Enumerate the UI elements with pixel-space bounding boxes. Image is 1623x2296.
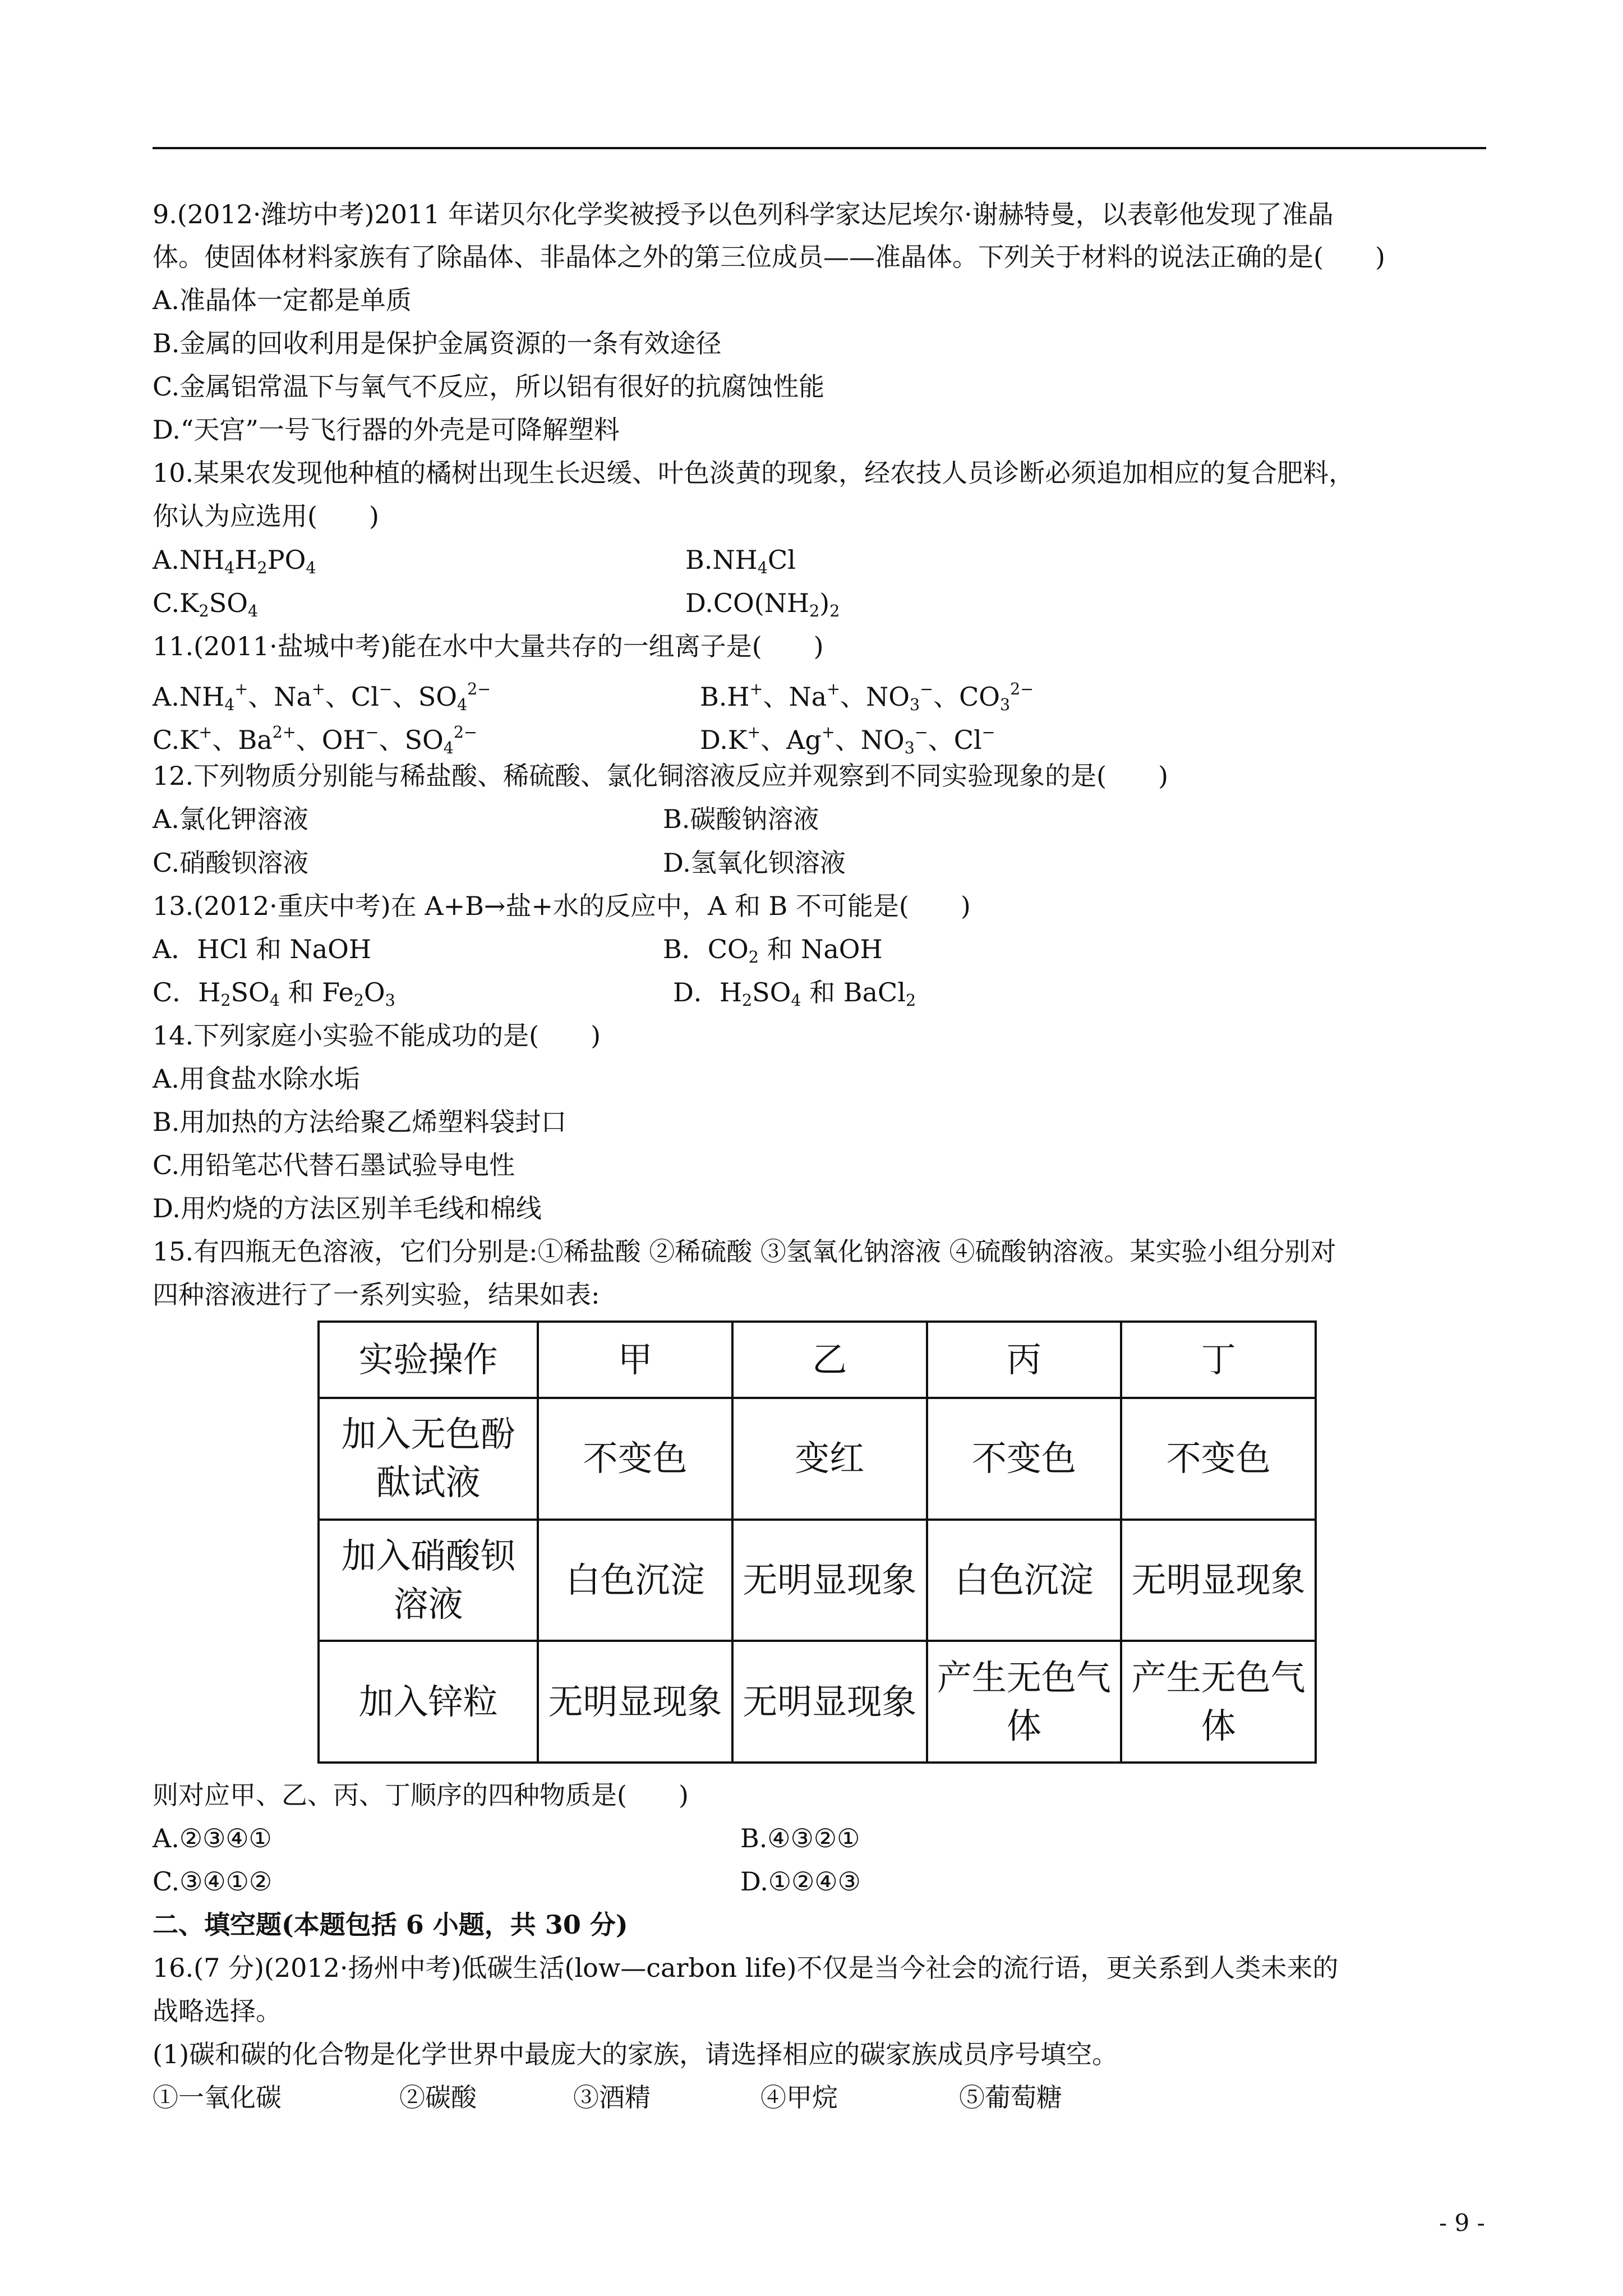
q9-line1: 9.(2012·潍坊中考)2011 年诺贝尔化学奖被授予以色列科学家达尼埃尔·谢赫特曼，以表彰他发现了准晶 [153,199,1334,229]
q12-option-b: B.碳酸钠溶液 [663,804,819,834]
q15-option-d: D.①②④③ [740,1866,861,1897]
table-cell: 无明显现象 [732,1520,927,1641]
q14-option-c: C.用铅笔芯代替石墨试验导电性 [153,1150,515,1180]
q16-line2: 战略选择。 [153,1996,282,2026]
q14-option-d: D.用灼烧的方法区别羊毛线和棉线 [153,1193,542,1223]
table-header-cell: 甲 [538,1322,732,1398]
q9-option-b: B.金属的回收利用是保护金属资源的一条有效途径 [153,328,722,358]
q14-stem: 14.下列家庭小实验不能成功的是( ) [153,1020,601,1051]
q16-choice: ③酒精 [573,2082,651,2113]
q12-stem: 12.下列物质分别能与稀盐酸、稀硫酸、氯化铜溶液反应并观察到不同实验现象的是( ) [153,761,1169,791]
q16-choice: ④甲烷 [760,2082,838,2113]
q16-sub1: (1)碳和碳的化合物是化学世界中最庞大的家族，请选择相应的碳家族成员序号填空。 [153,2039,1118,2069]
table-row [319,1398,1316,1520]
table-cell: 无明显现象 [1121,1520,1316,1641]
q10-option-b: $B.NH_4Cl$ [685,545,796,577]
q15-line2: 四种溶液进行了一系列实验，结果如表: [153,1280,600,1310]
table-cell: 无明显现象 [732,1641,927,1763]
q9-option-c: C.金属铝常温下与氧气不反应，所以铝有很好的抗腐蚀性能 [153,371,825,402]
q12-option-c: C.硝酸钡溶液 [153,848,309,878]
page-number: - 9 - [1439,2209,1485,2237]
q10-option-d: $D.CO(NH_2)_2$ [685,588,840,620]
q16-line1: 16.(7 分)(2012·扬州中考)低碳生活(low—carbon life)不仅是当今社会的流行语，更关系到人类未来的 [153,1953,1339,1983]
table-header-cell: 乙 [732,1322,927,1398]
table-cell: 白色沉淀 [538,1520,732,1641]
q9-option-d: D.“天宫”一号飞行器的外壳是可降解塑料 [153,415,620,445]
table-cell: 加入锌粒 [319,1641,538,1763]
q12-option-d: D.氢氧化钡溶液 [663,848,846,878]
table-cell: 变红 [732,1398,927,1520]
q16-choice: ⑤葡萄糖 [959,2082,1062,2113]
table-cell: 不变色 [538,1398,732,1520]
q16-choice: ②碳酸 [399,2082,477,2113]
q13-option-d: D．$H_2SO_4$ 和 BaCl$_2$ [673,977,916,1010]
table-cell: 产生无色气体 [927,1641,1122,1763]
q10-option-a: $A.NH_4H_2PO_4$ [153,545,316,577]
q14-option-b: B.用加热的方法给聚乙烯塑料袋封口 [153,1107,567,1137]
table-cell: 加入无色酚酞试液 [319,1398,538,1520]
q11-stem: 11.(2011·盐城中考)能在水中大量共存的一组离子是( ) [153,631,824,661]
q13-stem: 13.(2012·重庆中考)在 A+B→盐+水的反应中，A 和 B 不可能是( ) [153,891,971,921]
q15-line1: 15.有四瓶无色溶液，它们分别是:①稀盐酸 ②稀硫酸 ③氢氧化钠溶液 ④硫酸钠溶液。某实验小组分别对 [153,1236,1336,1267]
q15-option-a: A.②③④① [153,1823,272,1853]
q16-choice: ①一氧化碳 [153,2082,282,2113]
q13-option-c: C．$H_2SO_4$ 和 $Fe_2O_3$ [153,977,395,1010]
q11-option-a: $A.NH_4^+$、Na+、Cl−、$SO_4^{2-}$ [153,680,491,714]
section-heading: 二、填空题(本题包括 6 小题，共 30 分) [153,1910,628,1940]
table-row [319,1520,1316,1641]
table-cell: 白色沉淀 [927,1520,1122,1641]
q9-option-a: A.准晶体一定都是单质 [153,285,412,315]
table-row [319,1641,1316,1763]
q15-after: 则对应甲、乙、丙、丁顺序的四种物质是( ) [153,1780,689,1810]
experiment-table [317,1320,1317,1764]
q10-line1: 10.某果农发现他种植的橘树出现生长迟缓、叶色淡黄的现象，经农技人员诊断必须追加相应的复合肥料， [153,458,1355,488]
q11-option-d: D.K+、Ag+、$NO_3^-$、Cl− [700,723,995,757]
table-header-cell: 实验操作 [319,1322,538,1398]
table-cell: 产生无色气体 [1121,1641,1316,1763]
table-cell: 不变色 [927,1398,1122,1520]
table-header-cell: 丙 [927,1322,1122,1398]
q11-option-b: B.H+、Na+、$NO_3^-$、$CO_3^{2-}$ [700,680,1034,714]
q13-option-b: B．$CO_2$ 和 NaOH [663,934,883,967]
q15-option-c: C.③④①② [153,1866,273,1897]
table-header-cell: 丁 [1121,1322,1316,1398]
table-cell: 加入硝酸钡溶液 [319,1520,538,1641]
q14-option-a: A.用食盐水除水垢 [153,1064,360,1094]
q13-option-a: A．HCl 和 NaOH [153,934,371,964]
q11-option-c: C.K+、$Ba^{2+}$、OH−、$SO_4^{2-}$ [153,723,477,757]
header-rule [153,147,1486,149]
q10-option-c: $C.K_2SO_4$ [153,588,259,620]
q10-line2: 你认为应选用( ) [153,501,379,531]
table-header-row [319,1322,1316,1398]
q12-option-a: A.氯化钾溶液 [153,804,308,834]
table-cell: 不变色 [1121,1398,1316,1520]
q15-option-b: B.④③②① [740,1823,860,1853]
q9-line2: 体。使固体材料家族有了除晶体、非晶体之外的第三位成员——准晶体。下列关于材料的说法正确的是( ) [153,242,1385,272]
table-cell: 无明显现象 [538,1641,732,1763]
